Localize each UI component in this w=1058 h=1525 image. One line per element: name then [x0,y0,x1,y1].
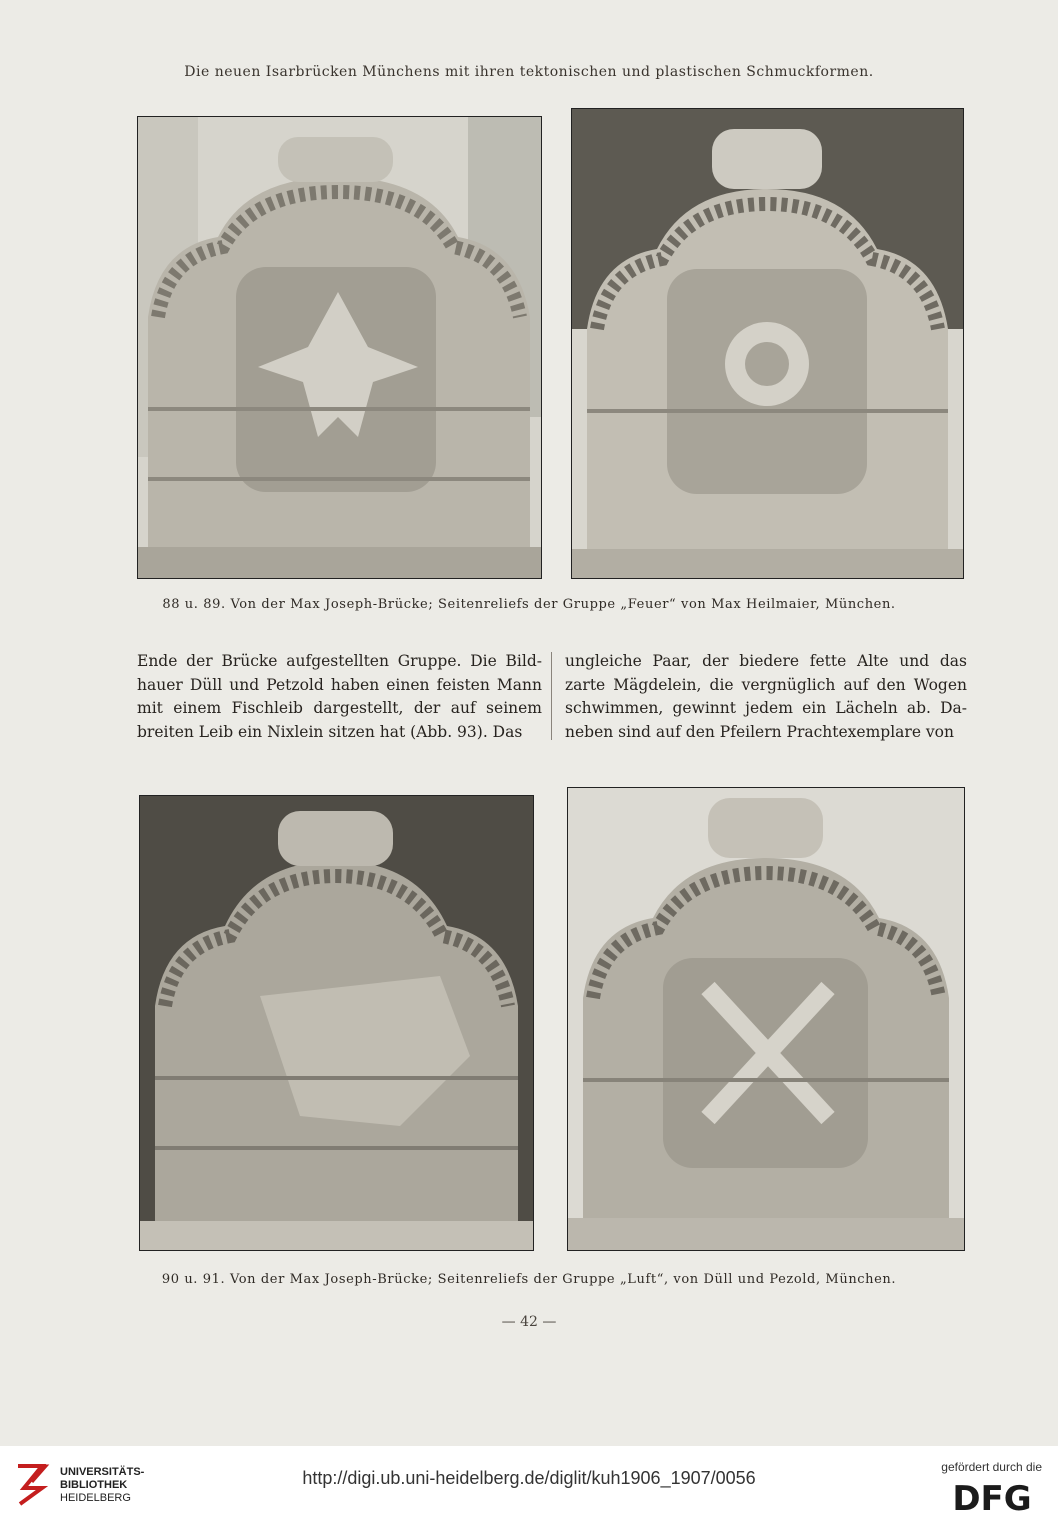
caption-figures-90-91: 90 u. 91. Von der Max Joseph-Brücke; Seitenreliefs der Gruppe „Luft“, von Düll und Pezold, München. [161,1272,897,1287]
photo-fig-88 [137,116,542,579]
library-line-2: BIBLIOTHEK [60,1479,128,1491]
dfg-logo-text: DFG [952,1480,1032,1514]
text-column-left [137,650,542,744]
photo-fig-88-image [138,117,541,578]
text-column-right [565,650,967,744]
source-url-link[interactable]: http://digi.ub.uni-heidelberg.de/diglit/kuh1906_1907/0056 [302,1468,756,1488]
photo-fig-91 [567,787,965,1251]
photo-fig-89 [571,108,964,579]
photo-fig-91-image [568,788,964,1250]
sponsor-note: gefördert durch die [941,1460,1042,1474]
photo-fig-90-image [140,796,533,1250]
paragraph-right: ungleiche Paar, der biedere fette Alte und das zarte Mägdelein, die vergnüglich auf den Wogen schwimmen, gewinnt jedem ein Lächeln ab. Da- neben sind auf den Pfeilern Prachtexemplare von [565,652,967,741]
running-head: Die neuen Isarbrücken Münchens mit ihren tektonischen und plastischen Schmuckformen. [184,64,874,80]
caption-figures-88-89: 88 u. 89. Von der Max Joseph-Brücke; Seitenreliefs der Gruppe „Feuer“ von Max Heilmaier, München. [162,597,896,612]
library-line-3: HEIDELBERG [60,1492,131,1504]
dfg-logo-icon [942,1480,1042,1514]
photo-fig-90 [139,795,534,1251]
page-number: — 42 — [501,1314,557,1330]
library-line-1: UNIVERSITÄTS- [60,1466,145,1478]
footer-bar [0,1446,1058,1525]
photo-fig-89-image [572,109,963,578]
paragraph-left: Ende der Brücke aufgestellten Gruppe. Die Bild- hauer Düll und Petzold haben einen feisten Mann mit einem Fischleib dargestellt, der auf seinem breiten Leib ein Nixlein sitzen hat (Abb. 93). Das [137,652,542,741]
column-rule [551,652,552,740]
